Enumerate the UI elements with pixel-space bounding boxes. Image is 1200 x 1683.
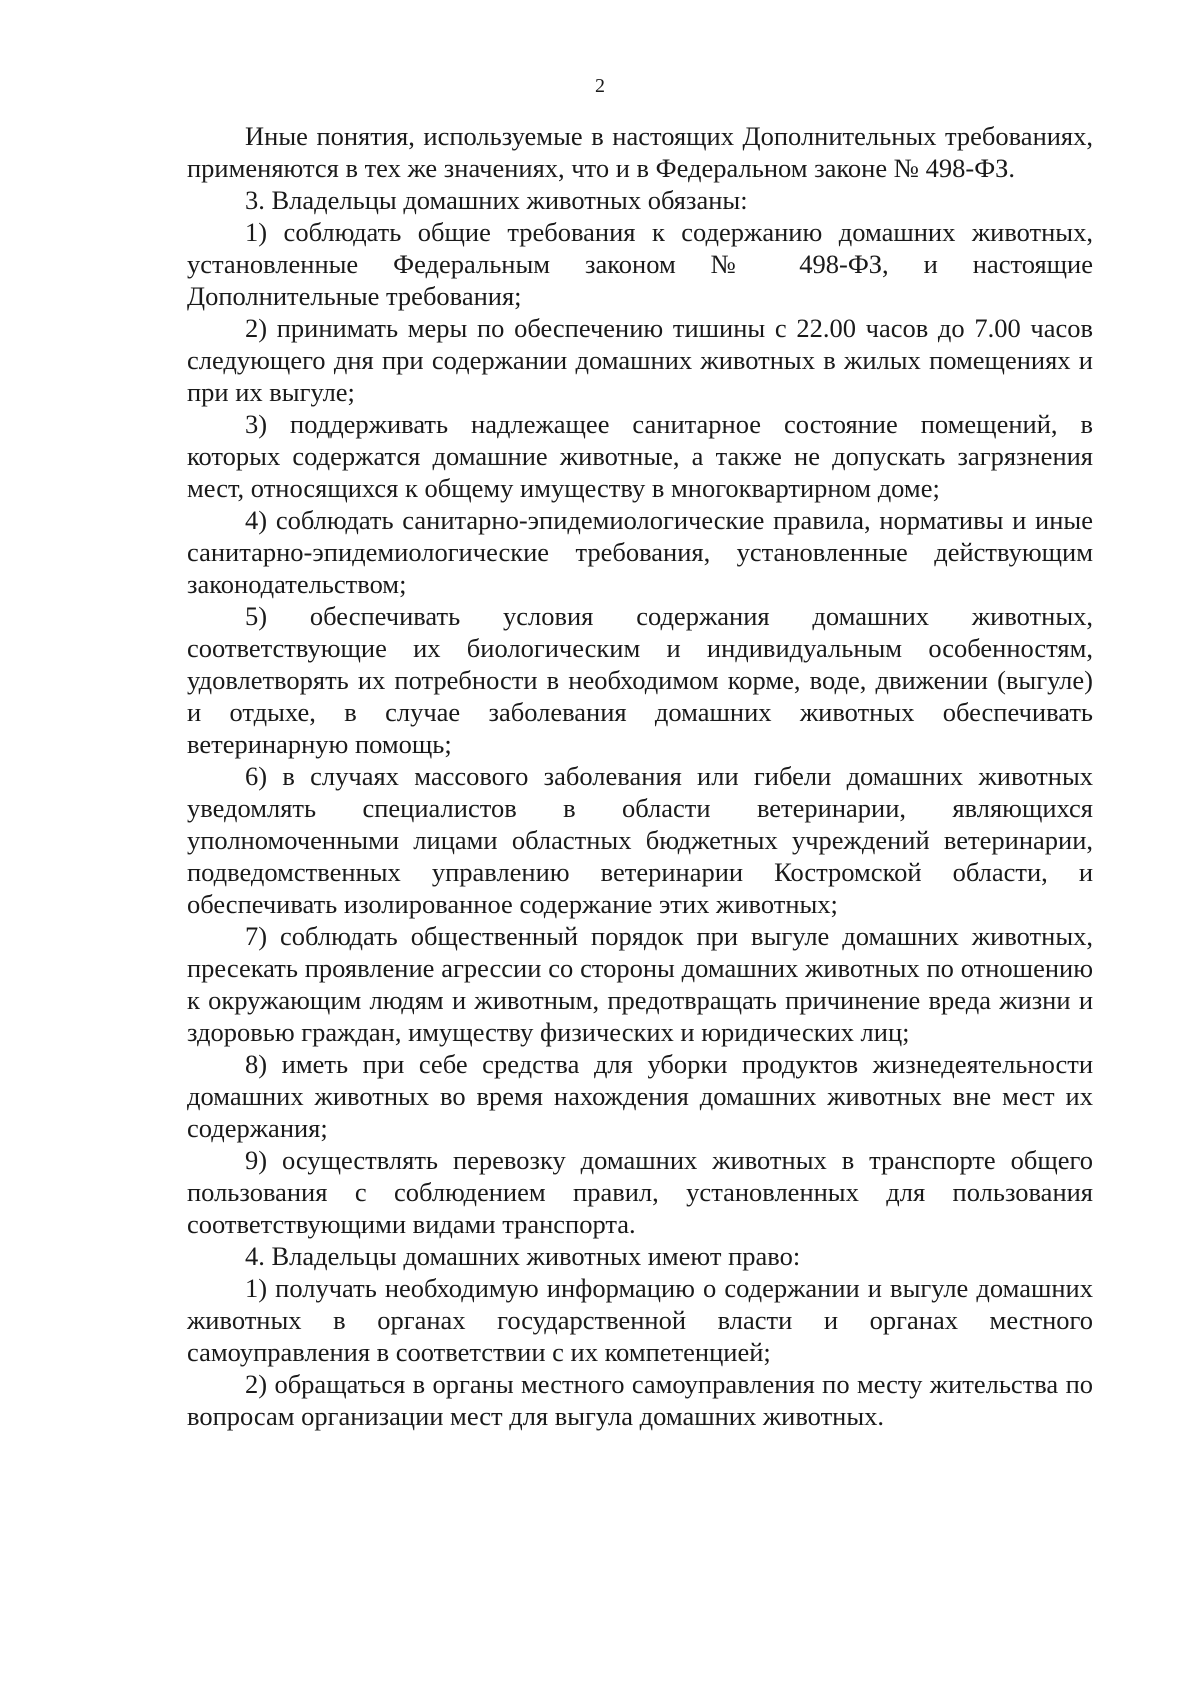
section-3-item-8: 8) иметь при себе средства для уборки продуктов жизнедеятельности домашних животных во время нахождения домашних животных вне мест их содержания; (187, 1049, 1093, 1143)
section-3-item-3: 3) поддерживать надлежащее санитарное состояние помещений, в которых содержатся домашние животные, а также не допускать загрязнения мест, относящихся к общему имуществу в многоквартирном доме; (187, 409, 1093, 503)
section-4-item-1: 1) получать необходимую информацию о содержании и выгуле домашних животных в органах государственной власти и органах местного самоуправления в соответствии с их компетенцией; (187, 1273, 1093, 1367)
page-number: 2 (595, 75, 605, 97)
section-3-item-2: 2) принимать меры по обеспечению тишины с 22.00 часов до 7.00 часов следующего дня при содержании домашних животных в жилых помещениях и при их выгуле; (187, 313, 1093, 407)
section-4-heading: 4. Владельцы домашних животных имеют право: (245, 1241, 801, 1271)
section-3-item-7: 7) соблюдать общественный порядок при выгуле домашних животных, пресекать проявление агрессии со стороны домашних животных по отношению к окружающим людям и животным, предотвращать причинение вреда жизни и здоровью граждан, имуществу физических и юридических лиц; (187, 921, 1093, 1047)
paragraph-definitions: Иные понятия, используемые в настоящих Дополнительных требованиях, применяются в тех же значениях, что и в Федеральном законе № 498-ФЗ. (187, 121, 1093, 183)
section-3-item-4: 4) соблюдать санитарно-эпидемиологические правила, нормативы и иные санитарно-эпидемиологические требования, установленные действующим законодательством; (187, 505, 1093, 599)
section-3-item-5: 5) обеспечивать условия содержания домашних животных, соответствующие их биологическим и индивидуальным особенностям, удовлетворять их потребности в необходимом корме, воде, движении (выгуле) и отдыхе, в случае заболевания домашних животных обеспечивать ветеринарную помощь; (187, 601, 1093, 759)
section-3-heading: 3. Владельцы домашних животных обязаны: (245, 185, 748, 215)
document-body (187, 120, 1093, 1432)
section-3-item-6: 6) в случаях массового заболевания или гибели домашних животных уведомлять специалистов в области ветеринарии, являющихся уполномоченными лицами областных бюджетных учреждений ветеринарии, подведомственных управлению ветеринарии Костромской области, и обеспечивать изолированное содержание этих животных; (187, 761, 1093, 919)
section-3-item-9: 9) осуществлять перевозку домашних животных в транспорте общего пользования с соблюдением правил, установленных для пользования соответствующими видами транспорта. (187, 1145, 1093, 1239)
section-4-item-2: 2) обращаться в органы местного самоуправления по месту жительства по вопросам организации мест для выгула домашних животных. (187, 1369, 1093, 1431)
section-3-item-1: 1) соблюдать общие требования к содержанию домашних животных, установленные Федеральным законом № 498-ФЗ, и настоящие Дополнительные требования; (187, 217, 1093, 311)
